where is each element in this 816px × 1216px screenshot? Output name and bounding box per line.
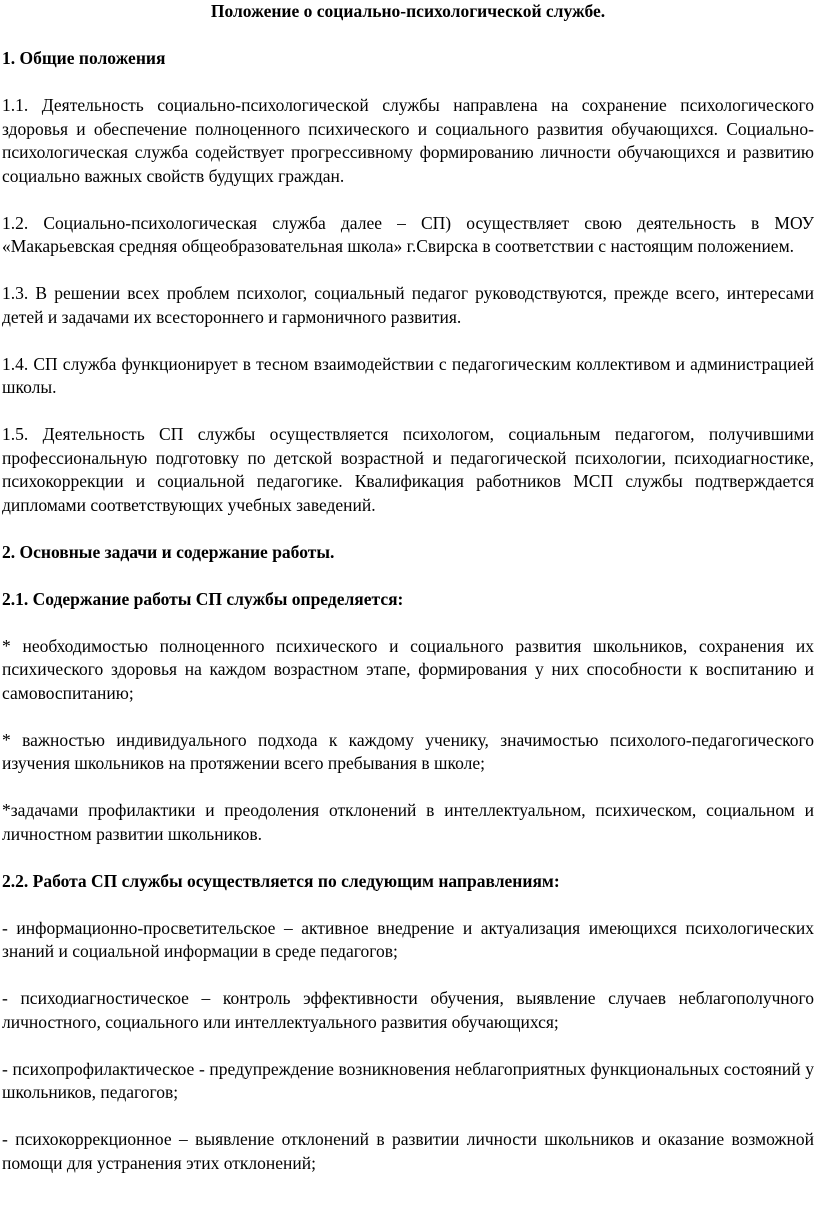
document-title: Положение о социально-психологической службе. — [210, 1, 606, 21]
spacer — [2, 329, 814, 353]
spacer — [2, 1105, 814, 1129]
spacer — [2, 846, 814, 870]
spacer — [2, 400, 814, 424]
spacer — [2, 71, 814, 95]
spacer — [2, 1034, 814, 1058]
spacer — [2, 776, 814, 800]
section-heading-tasks: 2. Основные задачи и содержание работы. — [2, 541, 335, 562]
list-item-2-2-b: - психодиагностическое – контроль эффективности обучения, выявление случаев неблагополучного личностного, социального или интеллектуального развития обучающихся; — [2, 988, 814, 1032]
spacer — [2, 517, 814, 541]
list-item-2-1-a: * необходимостью полноценного психического и социального развития школьников, сохранения их психического здоровья на каждом возрастном этапе, формирования у них способности к воспитанию и самовоспитанию; — [2, 635, 814, 703]
list-item-2-2-a: - информационно-просветительское – активное внедрение и актуализация имеющихся психологических знаний и социальной информации в среде педагогов; — [2, 917, 814, 961]
spacer — [2, 705, 814, 729]
spacer — [2, 564, 814, 588]
paragraph-1-5: 1.5. Деятельность СП службы осуществляется психологом, социальным педагогом, получившими профессиональную подготовку по детской возрастной и педагогической психологии, психодиагностике, психокоррекции и социальной педагогике. Квалификация работников МСП службы подтверждается дипломами соответствующих учебных заведений. — [2, 424, 814, 515]
subsection-heading-2-2: 2.2. Работа СП службы осуществляется по следующим направлениям: — [2, 870, 560, 891]
list-item-2-1-b: * важностью индивидуального подхода к каждому ученику, значимостью психолого-педагогического изучения школьников на протяжении всего пребывания в школе; — [2, 729, 814, 773]
list-item-2-2-c: - психопрофилактическое - предупреждение возникновения неблагоприятных функциональных состояний у школьников, педагогов; — [2, 1058, 814, 1102]
list-item-2-2-d: - психокоррекционное – выявление отклонений в развитии личности школьников и оказание возможной помощи для устранения этих отклонений; — [2, 1129, 814, 1173]
spacer — [2, 259, 814, 283]
paragraph-1-2: 1.2. Социально-психологическая служба далее – СП) осуществляет свою деятельность в МОУ «Макарьевская средняя общеобразовательная школа» г.Свирска в соответствии с настоящим положением. — [2, 212, 814, 256]
paragraph-1-3: 1.3. В решении всех проблем психолог, социальный педагог руководствуются, прежде всего, интересами детей и задачами их всестороннего и гармоничного развития. — [2, 283, 814, 327]
spacer — [2, 24, 814, 48]
spacer — [2, 893, 814, 917]
subsection-heading-2-1: 2.1. Содержание работы СП службы определяется: — [2, 588, 404, 609]
spacer — [2, 611, 814, 635]
paragraph-1-1: 1.1. Деятельность социально-психологической службы направлена на сохранение психологического здоровья и обеспечение полноценного психического и социального развития обучающихся. Социально-психологическая служба содействует прогрессивному формированию личности обучающихся и развитию социально важных свойств будущих граждан. — [2, 95, 814, 186]
spacer — [2, 188, 814, 212]
section-heading-general: 1. Общие положения — [2, 48, 166, 68]
paragraph-1-4: 1.4. СП служба функционирует в тесном взаимодействии с педагогическим коллективом и администрацией школы. — [2, 353, 814, 397]
spacer — [2, 964, 814, 988]
list-item-2-1-c: *задачами профилактики и преодоления отклонений в интеллектуальном, психическом, социальном и личностном развитии школьников. — [2, 800, 814, 844]
